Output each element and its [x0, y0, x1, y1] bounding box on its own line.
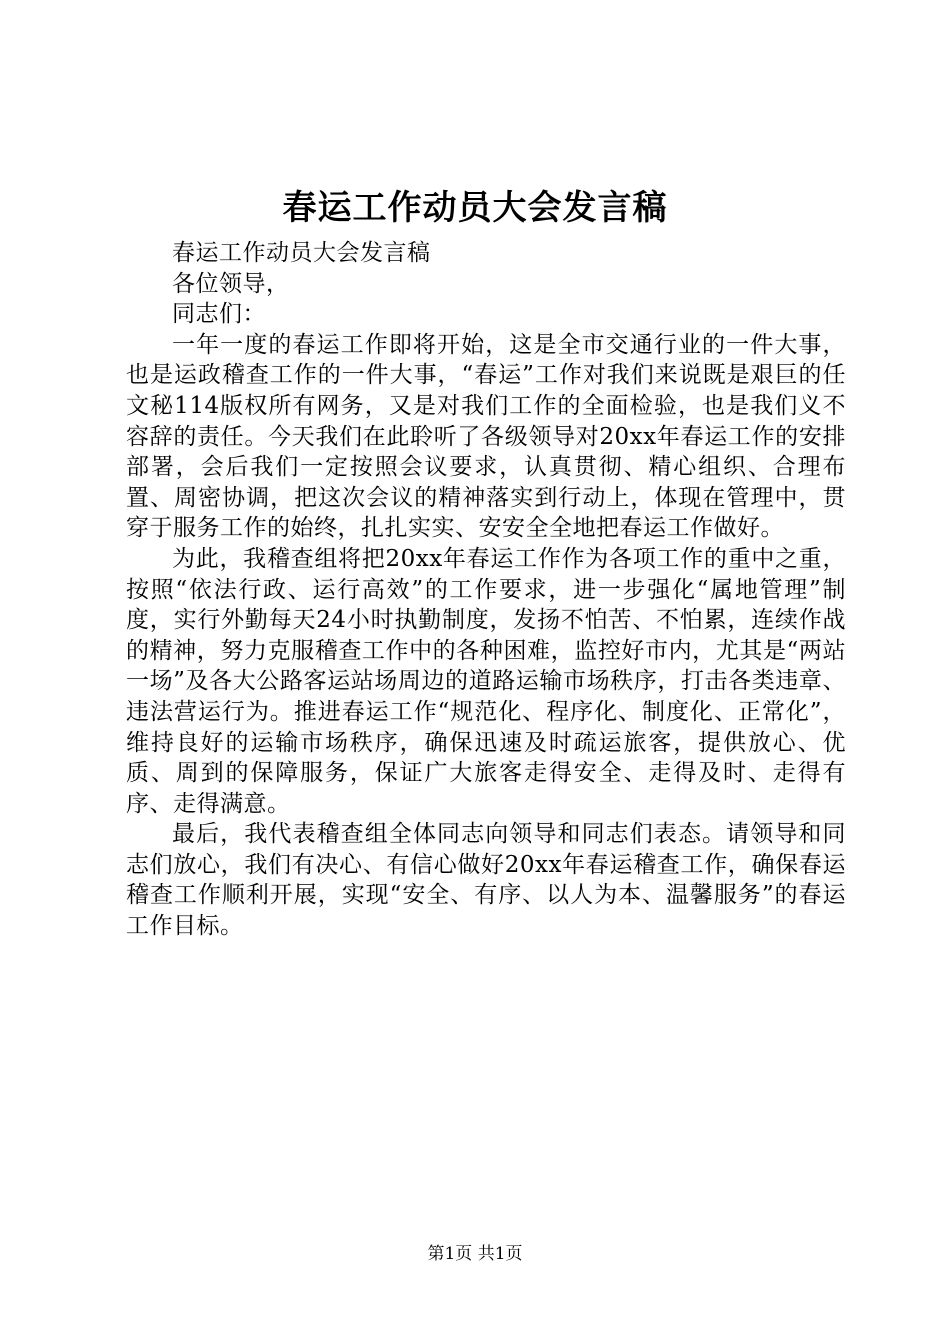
body-paragraph-salutation-leaders: 各位领导，	[172, 270, 290, 297]
document-title: 春运工作动员大会发言稿	[282, 188, 668, 228]
body-paragraph-3: 最后，我代表稽查组全体同志向领导和同志们表态。请领导和同志们放心，我们有决心、有信心做好20xx年春运稽查工作，确保春运稽查工作顺利开展，实现“安全、有序、以人为本、温馨服务”的春运工作目标。	[126, 821, 846, 940]
body-paragraph-1: 一年一度的春运工作即将开始，这是全市交通行业的一件大事，也是运政稽查工作的一件大事，“春运”工作对我们来说既是艰巨的任文秘114版权所有网务，又是对我们工作的全面检验，也是我们义不容辞的责任。今天我们在此聆听了各级领导对20xx年春运工作的安排部署，会后我们一定按照会议要求，认真贯彻、精心组织、合理布置、周密协调，把这次会议的精神落实到行动上，体现在管理中，贯穿于服务工作的始终，扎扎实实、安安全全地把春运工作做好。	[126, 331, 846, 542]
document-body	[126, 238, 846, 942]
body-paragraph-salutation-comrades: 同志们：	[172, 301, 266, 328]
body-paragraph-heading: 春运工作动员大会发言稿	[172, 240, 431, 266]
page-footer: 第1页 共1页	[427, 1244, 523, 1264]
body-paragraph-2: 为此，我稽查组将把20xx年春运工作作为各项工作的重中之重，按照“依法行政、运行高效”的工作要求，进一步强化“属地管理”制度，实行外勤每天24小时执勤制度，发扬不怕苦、不怕累，连续作战的精神，努力克服稽查工作中的各种困难，监控好市内，尤其是“两站一场”及各大公路客运站场周边的道路运输市场秩序，打击各类违章、违法营运行为。推进春运工作“规范化、程序化、制度化、正常化”，维持良好的运输市场秩序，确保迅速及时疏运旅客，提供放心、优质、周到的保障服务，保证广大旅客走得安全、走得及时、走得有序、走得满意。	[126, 545, 846, 817]
